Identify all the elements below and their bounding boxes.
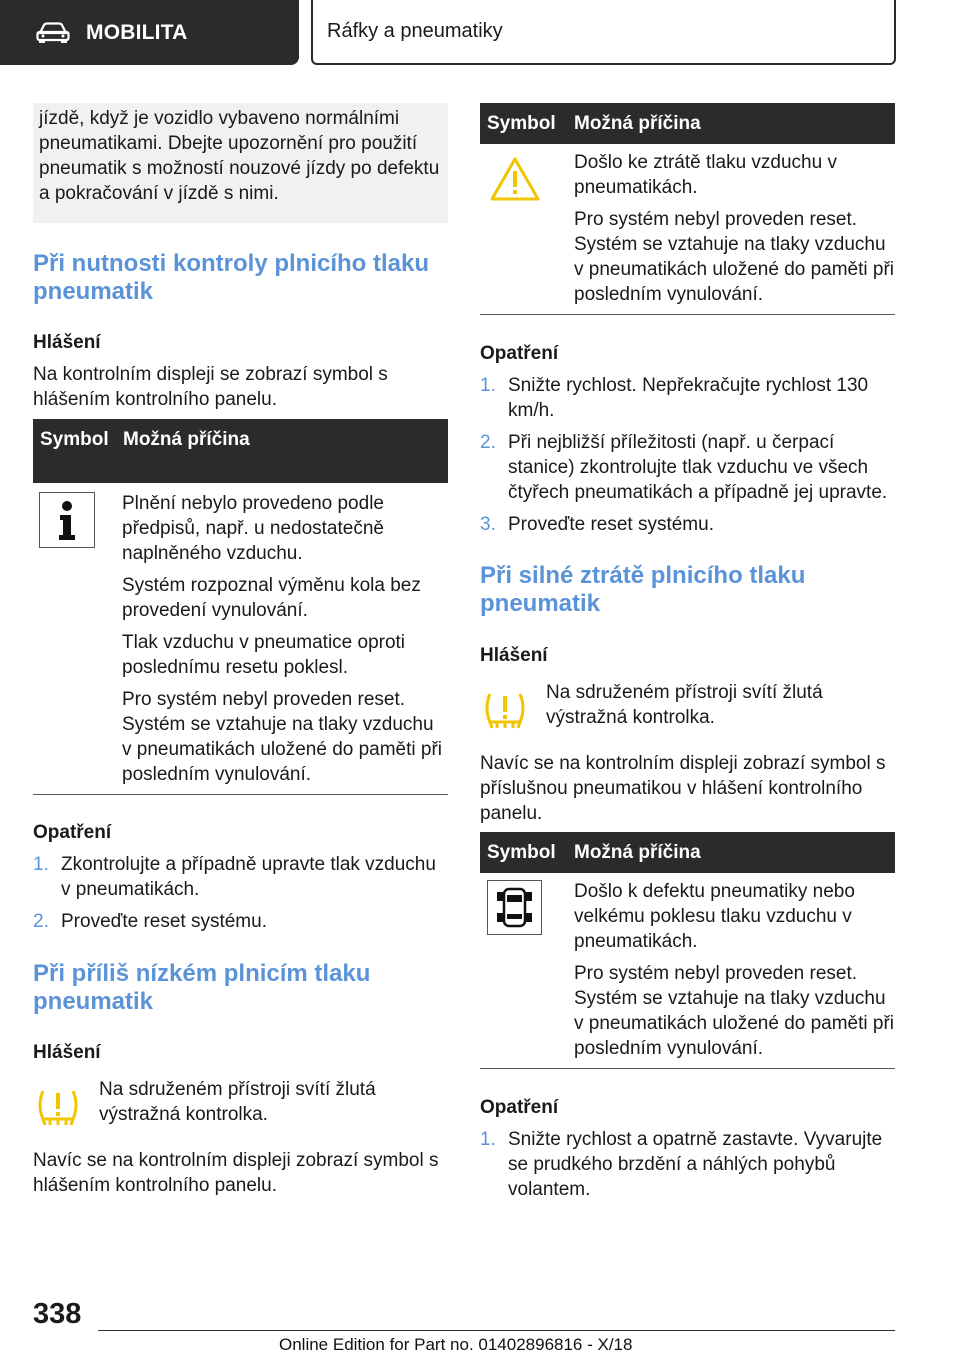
header-chapter-label: Ráfky a pneumatiky <box>327 20 503 42</box>
cause-item: Došlo k defektu pneumatiky nebo velkému poklesu tlaku vzduchu v pneumatikách. <box>574 881 855 952</box>
message-heading: Hlášení <box>480 645 548 666</box>
measure-step: 2. Proveďte reset systému. <box>33 911 267 932</box>
car-icon <box>36 22 70 44</box>
message-text: Navíc se na kontrolním displeji zobrazí symbol s hlášením kontrolního panelu. <box>33 1150 439 1196</box>
section-title-low-check: Při nutnosti kontroly plnicího tlaku pneumatik <box>33 250 430 305</box>
message-text: Navíc se na kontrolním displeji zobrazí symbol s příslušnou pneumatikou v hlášení kontrolního panelu. <box>480 753 886 824</box>
measure-step: 1. Zkontrolujte a případně upravte tlak vzduchu v pneumatikách. <box>33 854 436 900</box>
measure-step: 1. Snižte rychlost a opatrně zastavte. Vyvarujte se prudkého brzdění a náhlých pohybů volantem. <box>480 1129 883 1200</box>
cause-item: Pro systém nebyl proveden reset. Systém se vztahuje na tlaky vzduchu v pneumatikách uložené do paměti při posledním vynulování. <box>574 209 895 305</box>
message-text: Na kontrolním displeji se zobrazí symbol s hlášením kontrolního panelu. <box>33 364 388 410</box>
message-heading: Hlášení <box>33 1042 101 1063</box>
table-header-symbol: Symbol <box>487 842 556 863</box>
measure-step: 1. Snižte rychlost. Nepřekračujte rychlost 130 km/h. <box>480 375 869 421</box>
message-heading: Hlášení <box>33 332 101 353</box>
table-header-symbol: Symbol <box>487 113 556 134</box>
footer-rule <box>98 1330 895 1331</box>
measures-list <box>480 373 895 544</box>
cause-list <box>574 879 895 1061</box>
table-header <box>480 103 895 144</box>
note-box: jízdě, když je vozidlo vybaveno normálními pneumatikami. Dbejte upozornění pro použití pneumatik s možností nouzové jízdy po defektu a pokračování v jízdě s nimi. <box>33 103 448 223</box>
lamp-text: Na sdruženém přístroji svítí žlutá výstražná kontrolka. <box>99 1079 376 1125</box>
table-header <box>33 419 448 483</box>
cause-item: Tlak vzduchu v pneumatice oproti poslednímu resetu poklesl. <box>122 632 406 678</box>
table-divider <box>33 794 448 795</box>
table-header-symbol: Symbol <box>40 429 109 450</box>
footer-edition: Online Edition for Part no. 01402896816 - X/18 <box>279 1335 633 1354</box>
tire-pressure-warning-icon <box>482 688 528 734</box>
measures-list <box>33 852 448 941</box>
measures-heading: Opatření <box>480 343 559 364</box>
measures-heading: Opatření <box>33 822 112 843</box>
header-section-tab <box>0 0 299 65</box>
measures-list <box>480 1127 895 1209</box>
cause-list <box>574 150 895 307</box>
cause-item: Pro systém nebyl proveden reset. Systém se vztahuje na tlaky vzduchu v pneumatikách uložené do paměti při posledním vynulování. <box>122 689 443 785</box>
cause-item: Systém rozpoznal výměnu kola bez provedení vynulování. <box>122 575 421 621</box>
car-tire-defect-icon <box>487 880 542 935</box>
cause-item: Pro systém nebyl proveden reset. Systém se vztahuje na tlaky vzduchu v pneumatikách uložené do paměti při posledním vynulování. <box>574 963 895 1059</box>
cause-list <box>122 491 448 787</box>
table-divider <box>480 314 895 315</box>
measure-step: 2. Při nejbližší příležitosti (např. u čerpací stanice) zkontrolujte tlak vzduchu ve všech čtyřech pneumatikách a případně jej upravte. <box>480 432 888 503</box>
table-header-cause: Možná příčina <box>123 429 250 450</box>
table-divider <box>480 1068 895 1069</box>
table-header-cause: Možná příčina <box>574 842 701 863</box>
page-number: 338 <box>33 1298 82 1330</box>
warning-triangle-icon <box>489 156 541 202</box>
section-title-strong-loss: Při silné ztrátě plnicího tlaku pneumatik <box>480 562 806 617</box>
lamp-text: Na sdruženém přístroji svítí žlutá výstražná kontrolka. <box>546 682 823 728</box>
header-section-label: MOBILITA <box>86 20 188 44</box>
table-header-cause: Možná příčina <box>574 113 701 134</box>
cause-item: Došlo ke ztrátě tlaku vzduchu v pneumatikách. <box>574 152 837 198</box>
measures-heading: Opatření <box>480 1097 559 1118</box>
section-title-too-low: Při příliš nízkém plnicím tlaku pneumatik <box>33 960 371 1015</box>
cause-item: Plnění nebylo provedeno podle předpisů, např. u nedostatečně naplněného vzduchu. <box>122 493 384 564</box>
table-header <box>480 832 895 873</box>
tire-pressure-warning-icon <box>35 1085 81 1131</box>
header-chapter <box>311 0 896 65</box>
measure-step: 3. Proveďte reset systému. <box>480 514 714 535</box>
info-icon <box>39 492 95 548</box>
